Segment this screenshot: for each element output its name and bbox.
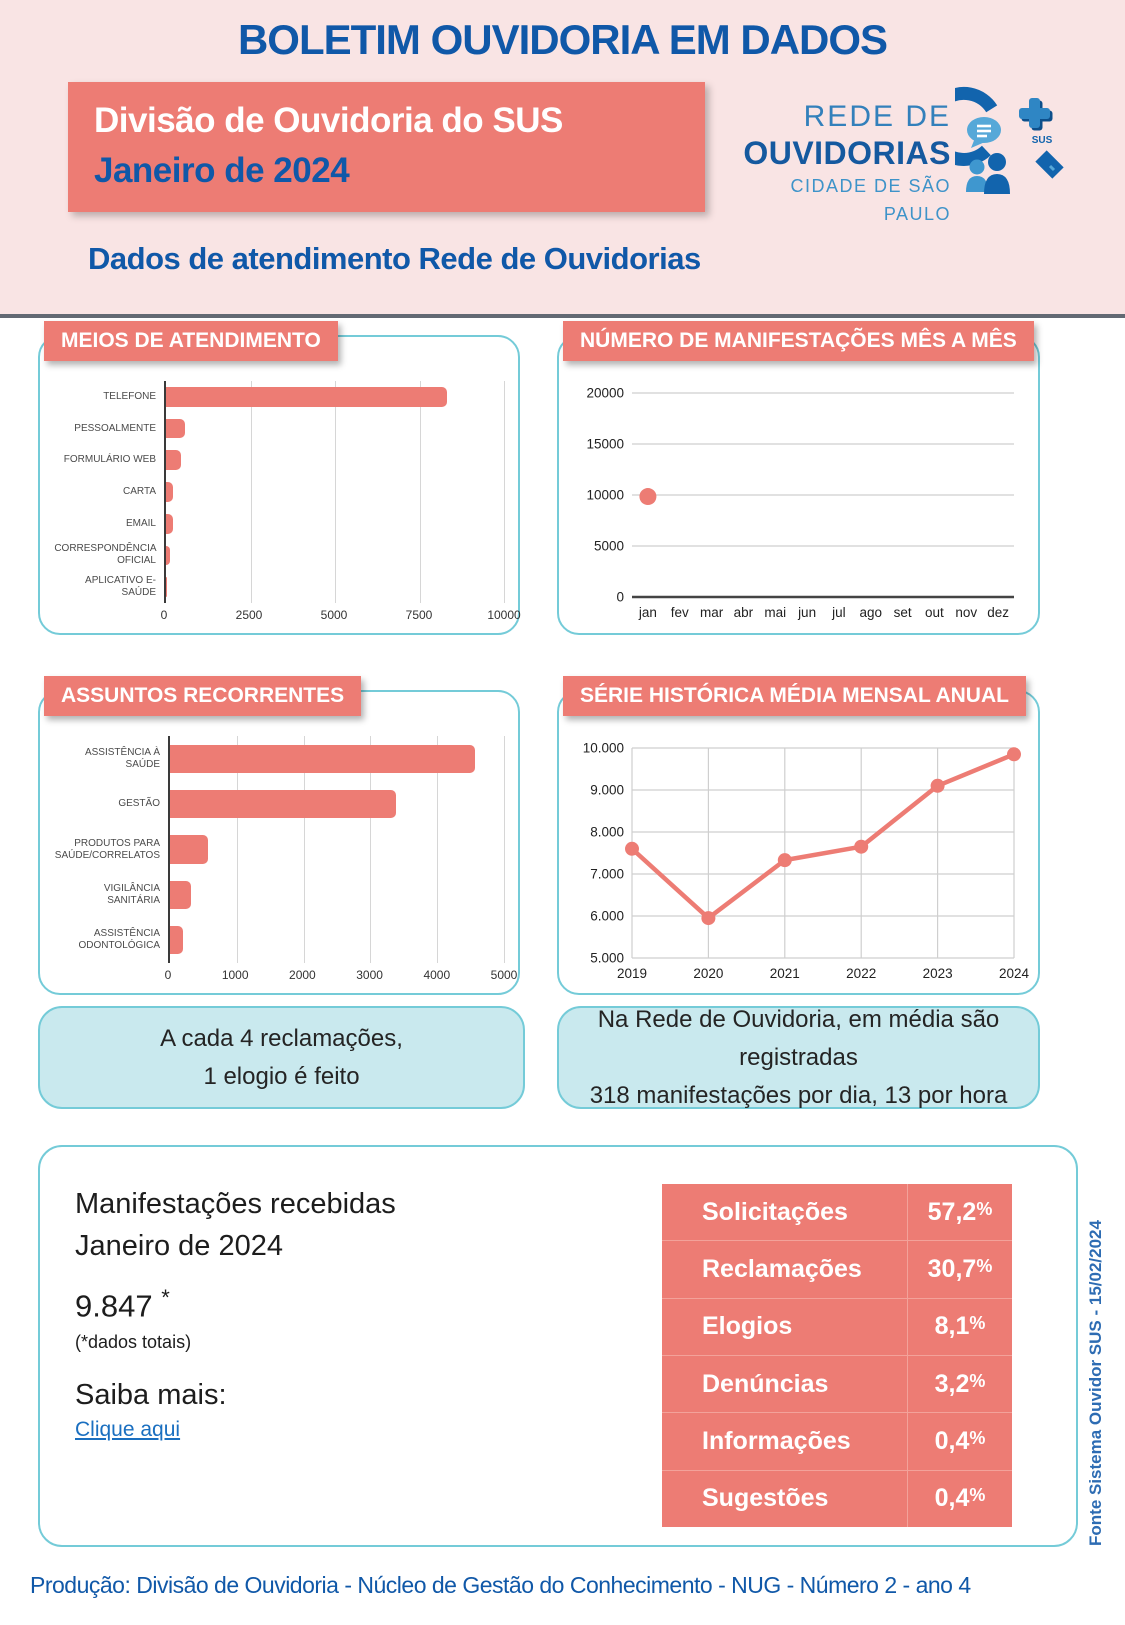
card-serie-historica: [557, 684, 1040, 995]
y-tick-label: 8.000: [590, 824, 624, 840]
x-tick-label: 2500: [235, 608, 263, 622]
x-tick-label: 2019: [616, 966, 648, 981]
percent-number: 0,4: [934, 1484, 970, 1513]
data-point: [778, 853, 792, 867]
bar-row: [170, 781, 504, 826]
table-row: [662, 1184, 1012, 1241]
percent-number: 30,7: [927, 1254, 977, 1283]
y-tick-label: 20000: [586, 385, 624, 401]
bar-plot-area: [168, 736, 504, 963]
y-tick-label: 10000: [586, 487, 624, 503]
hbar-body: [56, 381, 504, 603]
x-axis-ticks: [160, 603, 521, 625]
x-tick-label: fev: [670, 605, 689, 620]
percent-number: 0,4: [934, 1426, 970, 1455]
summary-card: [38, 1145, 1078, 1547]
x-tick-label: mar: [699, 605, 724, 620]
series-line: [632, 754, 1014, 918]
bar-rows: [170, 736, 504, 963]
data-point: [1007, 747, 1021, 761]
card-assuntos-recorrentes: [38, 684, 520, 995]
percent-sign: %: [969, 1313, 986, 1334]
y-tick-label: 15000: [586, 436, 624, 452]
chart-title-serie: SÉRIE HISTÓRICA MÉDIA MENSAL ANUAL: [563, 676, 1026, 716]
table-row-label: Denúncias: [702, 1369, 829, 1398]
table-row-value: [907, 1471, 1012, 1527]
total-footnote: (*dados totais): [75, 1332, 192, 1353]
bar-row: [166, 476, 504, 508]
table-row: [662, 1299, 1012, 1356]
tipos-manifestacao-table: [662, 1184, 1012, 1527]
source-note: Fonte Sistema Ouvidor SUS - 15/02/2024: [1086, 1220, 1105, 1546]
bar-row: [166, 571, 504, 603]
percent-sign: %: [976, 1255, 993, 1276]
bar: [166, 450, 181, 470]
bar: [166, 387, 447, 407]
percent-sign: %: [969, 1370, 986, 1391]
logo-line1: REDE DE: [803, 100, 951, 133]
table-row-value: [907, 1413, 1012, 1469]
table-row-label: Elogios: [702, 1312, 793, 1341]
x-tick-label: 0: [160, 608, 168, 622]
table-row: [662, 1471, 1012, 1527]
bar-label: GESTÃO: [118, 798, 160, 810]
info-box-line: Na Rede de Ouvidoria, em média são registradas: [597, 1005, 1000, 1071]
bar: [170, 745, 475, 773]
bar: [170, 790, 396, 818]
assuntos-recorrentes-chart: [54, 736, 518, 985]
bar: [166, 514, 173, 534]
card-manifestacoes-mes: [557, 329, 1040, 635]
section-subtitle: Dados de atendimento Rede de Ouvidorias: [88, 241, 701, 276]
bar-label: APLICATIVO E-SAÚDE: [85, 575, 156, 599]
bar-row: [166, 444, 504, 476]
card-meios-de-atendimento: [38, 329, 521, 635]
x-tick-label: 2023: [922, 966, 953, 981]
bar-label: TELEFONE: [103, 390, 156, 402]
table-row-value: [907, 1299, 1012, 1355]
y-tick-label: 0: [616, 589, 624, 605]
bar: [166, 482, 173, 502]
chart-title-assuntos: ASSUNTOS RECORRENTES: [44, 676, 361, 716]
division-name: Divisão de Ouvidoria do SUS: [94, 101, 563, 140]
info-box-line: A cada 4 reclamações,: [160, 1024, 403, 1052]
table-row-value: [907, 1184, 1012, 1240]
y-tick-label: 5.000: [590, 950, 624, 966]
clique-aqui-link[interactable]: Clique aqui: [75, 1418, 181, 1442]
logo-line3: CIDADE DE SÃO PAULO: [790, 176, 951, 224]
logo-text: [723, 100, 951, 228]
percent-number: 8,1: [934, 1312, 970, 1341]
footer-credits: Produção: Divisão de Ouvidoria - Núcleo de Gestão do Conhecimento - NUG - Número 2 - ano 4: [30, 1572, 971, 1598]
x-tick-label: 2020: [693, 966, 724, 981]
percent-sign: %: [969, 1485, 986, 1506]
bar-plot-area: [164, 381, 504, 603]
saiba-mais-label: Saiba mais:: [75, 1379, 227, 1412]
gridline: [504, 381, 505, 603]
meios-de-atendimento-chart: [54, 381, 521, 625]
bar: [166, 577, 167, 597]
chart-title-mes-a-mes: NÚMERO DE MANIFESTAÇÕES MÊS A MÊS: [563, 321, 1034, 361]
x-axis-ticks: [164, 963, 518, 985]
bar-category-labels: [56, 736, 168, 963]
data-point: [931, 779, 945, 793]
logo-line2: OUVIDORIAS: [743, 135, 951, 171]
table-row-value: [907, 1356, 1012, 1412]
table-row: [662, 1356, 1012, 1413]
total-manifestacoes: [75, 1285, 396, 1324]
x-tick-label: jun: [798, 605, 817, 620]
x-tick-label: dez: [987, 605, 1009, 620]
total-value: 9.847: [75, 1288, 153, 1324]
bar-category-labels: [56, 381, 164, 603]
info-box-media-diaria: [557, 1006, 1040, 1109]
x-tick-label: 4000: [423, 968, 451, 982]
bar: [170, 926, 183, 954]
x-tick-label: out: [925, 605, 944, 620]
page-title: BOLETIM OUVIDORIA EM DADOS: [237, 16, 888, 63]
data-point: [701, 911, 715, 925]
bar-label: VIGILÂNCIA SANITÁRIA: [103, 882, 160, 906]
bar-row: [170, 918, 504, 963]
summary-title-line2: Janeiro de 2024: [75, 1230, 283, 1262]
sus-label: SUS: [1031, 135, 1053, 146]
bar-label: ASSISTÊNCIA ODONTOLÓGICA: [78, 928, 160, 952]
logo: [723, 92, 1063, 224]
x-tick-label: ago: [859, 605, 883, 620]
percent-number: 3,2: [934, 1369, 970, 1398]
bar-row: [170, 872, 504, 917]
x-tick-label: 5000: [490, 968, 518, 982]
data-point: [639, 488, 656, 505]
x-tick-label: 3000: [356, 968, 383, 982]
percent-sign: %: [969, 1427, 986, 1448]
x-tick-label: 7500: [405, 608, 433, 622]
table-row-label: Informações: [702, 1426, 851, 1455]
x-tick-label: 2021: [769, 966, 800, 981]
table-row-label: Reclamações: [702, 1254, 862, 1283]
x-tick-label: nov: [955, 605, 978, 620]
table-row-value: [907, 1241, 1012, 1297]
x-tick-label: 2024: [998, 966, 1030, 981]
bar: [166, 419, 185, 439]
bar-row: [166, 508, 504, 540]
x-tick-label: mai: [764, 605, 787, 620]
info-box-line: 1 elogio é feito: [203, 1062, 360, 1090]
bar: [170, 835, 208, 863]
y-tick-label: 7.000: [590, 866, 624, 882]
info-box-elogios: [38, 1006, 525, 1109]
x-tick-label: set: [893, 605, 912, 620]
manifestacoes-mes-chart: [568, 381, 1030, 625]
header: [0, 0, 1125, 318]
bar-label: CORRESPONDÊNCIA OFICIAL: [54, 543, 157, 567]
summary-title-line1: Manifestações recebidas: [75, 1188, 396, 1220]
x-tick-label: 5000: [320, 608, 348, 622]
summary-block: [75, 1183, 396, 1442]
x-tick-label: 1000: [221, 968, 249, 982]
percent-sign: %: [976, 1198, 993, 1219]
y-tick-label: 6.000: [590, 908, 624, 924]
y-tick-label: 10.000: [582, 740, 624, 756]
percent-number: 57,2: [927, 1197, 977, 1226]
bar-row: [170, 827, 504, 872]
table-row: [662, 1241, 1012, 1298]
x-tick-label: jul: [832, 605, 846, 620]
magnifier-people-logo-icon: [955, 86, 1067, 210]
bar-row: [166, 381, 504, 413]
x-tick-label: jan: [638, 605, 657, 620]
bar-row: [166, 413, 504, 445]
bar-rows: [166, 381, 504, 603]
division-banner: [68, 82, 705, 212]
bar-row: [170, 736, 504, 781]
asterisk: *: [161, 1285, 170, 1310]
data-point: [625, 842, 639, 856]
serie-historica-chart: [568, 736, 1030, 986]
bar: [166, 546, 170, 566]
bar-label: PESSOALMENTE: [74, 422, 156, 434]
x-tick-label: 0: [164, 968, 172, 982]
gridline: [504, 736, 505, 963]
table-row-label: Sugestões: [702, 1484, 829, 1513]
chart-title-meios: MEIOS DE ATENDIMENTO: [44, 321, 338, 361]
bar: [170, 881, 191, 909]
table-row: [662, 1413, 1012, 1470]
bar-label: PRODUTOS PARA SAÚDE/CORRELATOS: [54, 837, 160, 861]
x-tick-label: abr: [733, 605, 754, 620]
division-month: Janeiro de 2024: [94, 151, 350, 190]
bar-label: FORMULÁRIO WEB: [63, 454, 156, 466]
info-box-line: 318 manifestações por dia, 13 por hora: [589, 1081, 1008, 1109]
bar-label: ASSISTÊNCIA À SAÚDE: [84, 746, 160, 770]
x-tick-label: 10000: [487, 608, 521, 622]
table-row-label: Solicitações: [702, 1197, 848, 1226]
bar-label: CARTA: [123, 486, 156, 498]
y-tick-label: 9.000: [590, 782, 624, 798]
data-point: [854, 840, 868, 854]
hbar-body: [56, 736, 504, 963]
x-tick-label: 2022: [846, 966, 877, 981]
x-tick-label: 2000: [289, 968, 316, 982]
y-tick-label: 5000: [593, 538, 624, 554]
bar-row: [166, 540, 504, 572]
bar-label: EMAIL: [125, 517, 156, 529]
